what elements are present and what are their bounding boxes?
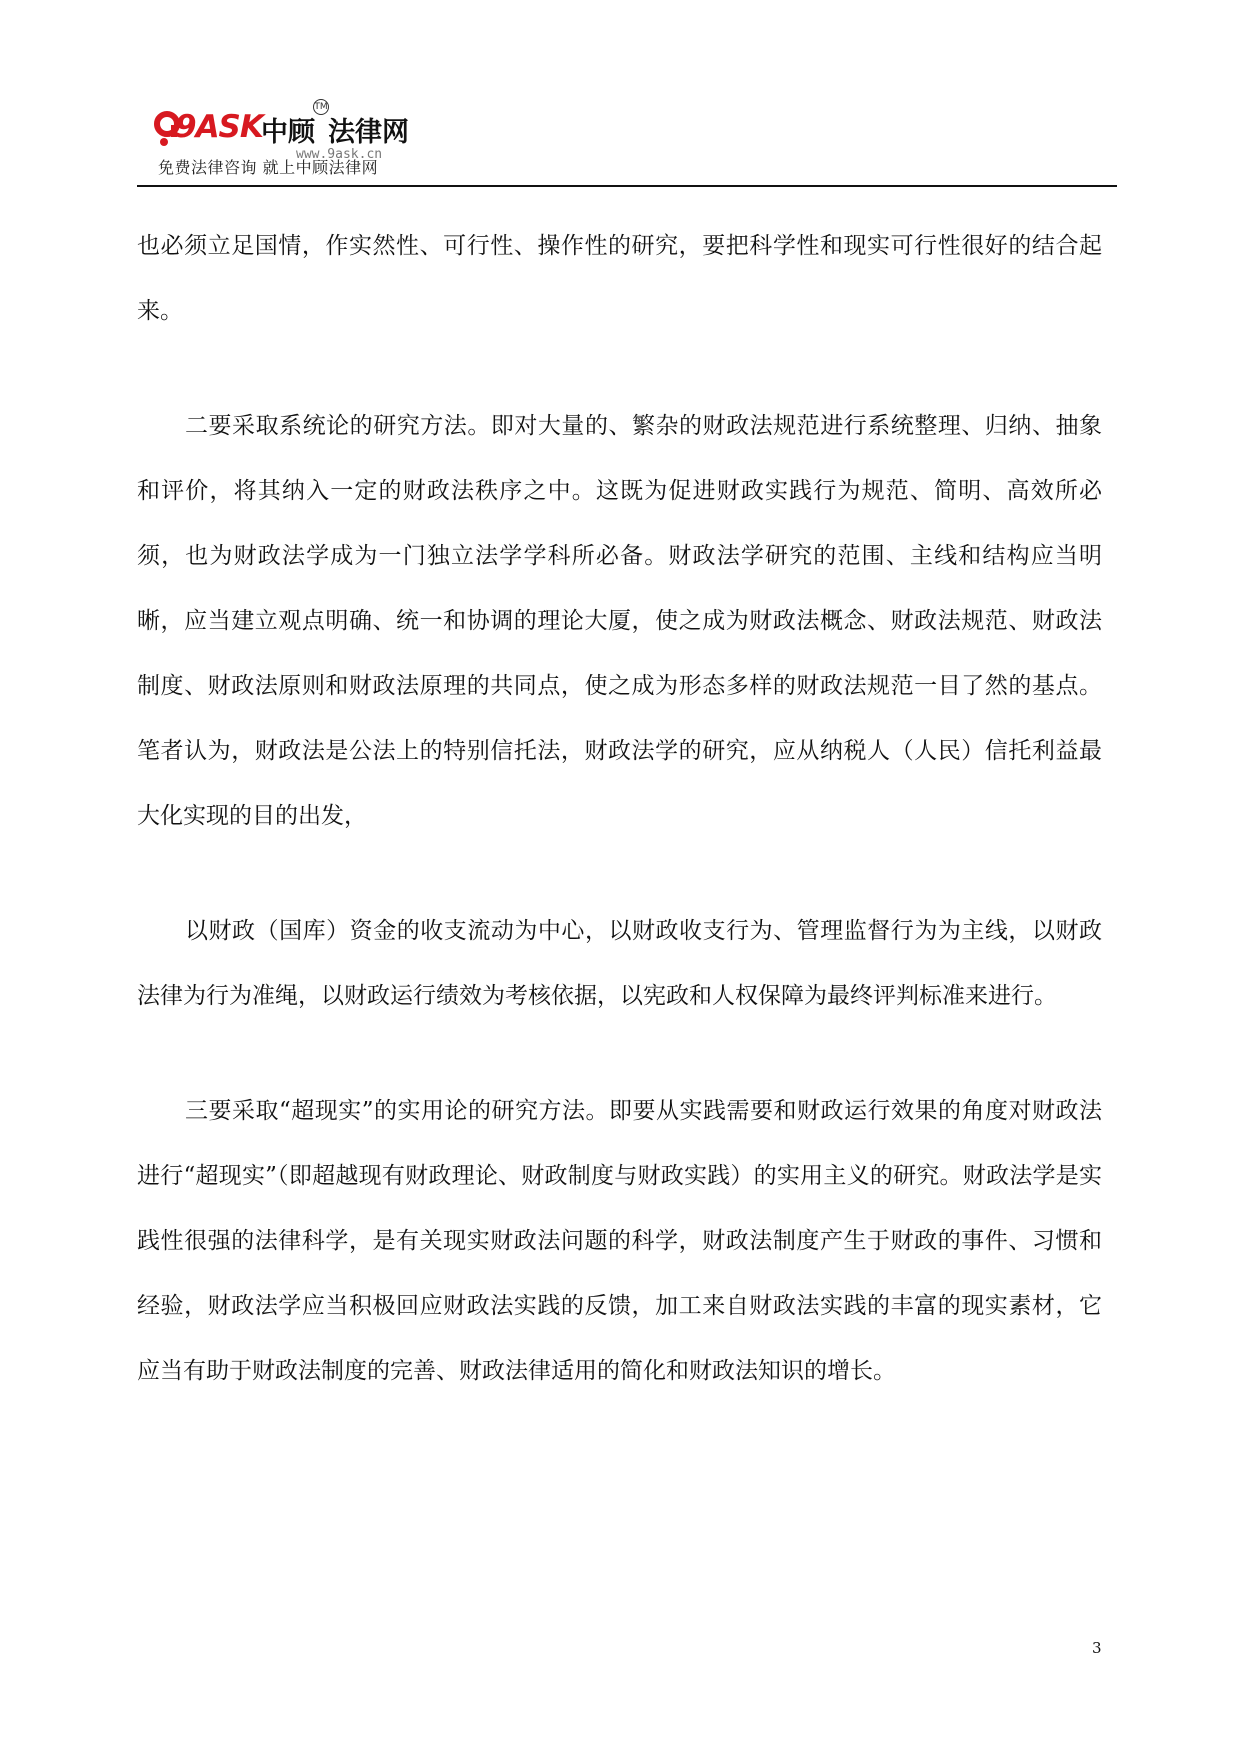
logo-url: www.9ask.cn (296, 147, 383, 162)
document-body (137, 214, 1102, 1454)
header-slogan: 免费法律咨询 就上中顾法律网 (158, 158, 379, 177)
trademark-icon: TM (313, 99, 329, 115)
paragraph-4: 三要采取“超现实”的实用论的研究方法。即要从实践需要和财政运行效果的角度对财政法进行“超现实”（即超越现有财政理论、财政制度与财政实践）的实用主义的研究。财政法学是实践性很强的法律科学，是有关现实财政法问题的科学，财政法制度产生于财政的事件、习惯和经验，财政法学应当积极回应财政法实践的反馈，加工来自财政法实践的丰富的现实素材，它应当有助于财政法制度的完善、财政法律适用的简化和财政法知识的增长。 (137, 1098, 1102, 1384)
paragraph-3: 以财政（国库）资金的收支流动为中心，以财政收支行为、管理监督行为为主线，以财政法律为行为准绳，以财政运行绩效为考核依据，以宪政和人权保障为最终评判标准来进行。 (137, 918, 1102, 1009)
logo-brand-site: 法律网 (328, 117, 409, 148)
page-header (137, 95, 1117, 185)
page-number: 3 (1092, 1639, 1102, 1657)
paragraph-2: 二要采取系统论的研究方法。即对大量的、繁杂的财政法规范进行系统整理、归纳、抽象和评价，将其纳入一定的财政法秩序之中。这既为促进财政实践行为规范、简明、高效所必须，也为财政法学成为一门独立法学学科所必备。财政法学研究的范围、主线和结构应当明晰，应当建立观点明确、统一和协调的理论大厦，使之成为财政法概念、财政法规范、财政法制度、财政法原则和财政法原理的共同点，使之成为形态多样的财政法规范一目了然的基点。笔者认为，财政法是公法上的特别信托法，财政法学的研究，应从纳税人（人民）信托利益最大化实现的目的出发， (137, 413, 1102, 829)
header-divider (137, 185, 1117, 187)
paragraph-1: 也必须立足国情，作实然性、可行性、操作性的研究，要把科学性和现实可行性很好的结合起来。 (137, 233, 1102, 324)
logo-brand-ask: 9ASK (175, 109, 263, 145)
logo-brand-chinese: 中顾 (261, 117, 315, 148)
